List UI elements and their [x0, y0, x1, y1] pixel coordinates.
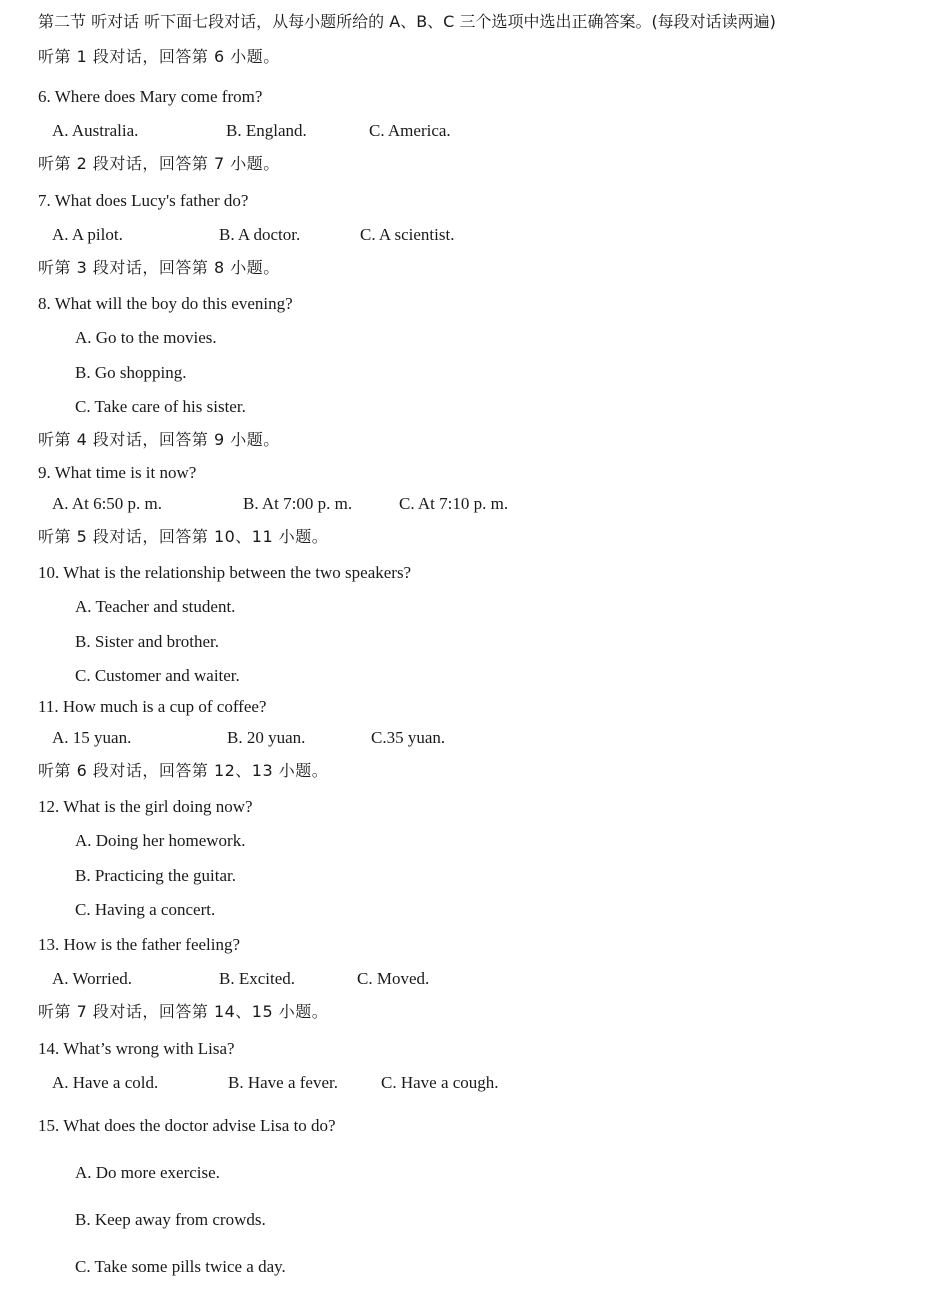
- question-text: 10. What is the relationship between the two speakers?: [38, 563, 412, 582]
- question-text: 6. Where does Mary come from?: [38, 87, 263, 106]
- answer-option: C. Take some pills twice a day.: [75, 1257, 286, 1276]
- answer-option: A. A pilot.: [52, 225, 123, 244]
- answer-option: B. Excited.: [219, 969, 296, 988]
- question-text: 13. How is the father feeling?: [38, 935, 241, 954]
- answer-option: A. At 6:50 p. m.: [52, 494, 163, 513]
- dialogue-instruction: 听第 4 段对话，回答第 9 小题。: [38, 430, 280, 449]
- question-text: 9. What time is it now?: [38, 463, 197, 482]
- answer-option: A. Go to the movies.: [75, 328, 217, 347]
- answer-option: B. Go shopping.: [75, 363, 187, 382]
- answer-option: C.35 yuan.: [371, 728, 446, 747]
- dialogue-instruction: 听第 5 段对话，回答第 10、11 小题。: [38, 527, 329, 546]
- answer-option: C. Have a cough.: [381, 1073, 499, 1092]
- answer-option: A. Australia.: [52, 121, 139, 140]
- question-text: 14. What’s wrong with Lisa?: [38, 1039, 235, 1058]
- dialogue-instruction: 听第 1 段对话，回答第 6 小题。: [38, 47, 280, 66]
- question-text: 7. What does Lucy's father do?: [38, 191, 249, 210]
- answer-option: C. Moved.: [357, 969, 430, 988]
- dialogue-instruction: 听第 6 段对话，回答第 12、13 小题。: [38, 761, 329, 780]
- answer-option: A. Worried.: [52, 969, 132, 988]
- answer-option: C. Take care of his sister.: [75, 397, 246, 416]
- answer-option: C. Customer and waiter.: [75, 666, 240, 685]
- answer-option: A. Do more exercise.: [75, 1163, 220, 1182]
- answer-option: A. 15 yuan.: [52, 728, 132, 747]
- answer-option: C. America.: [369, 121, 451, 140]
- section-header: 第二节 听对话 听下面七段对话，从每小题所给的 A、B、C 三个选项中选出正确答案。(每段对话读两遍): [38, 12, 776, 31]
- answer-option: B. England.: [226, 121, 307, 140]
- answer-option: C. A scientist.: [360, 225, 455, 244]
- dialogue-instruction: 听第 2 段对话，回答第 7 小题。: [38, 154, 280, 173]
- answer-option: B. Practicing the guitar.: [75, 866, 236, 885]
- answer-option: C. Having a concert.: [75, 900, 216, 919]
- answer-option: C. At 7:10 p. m.: [399, 494, 509, 513]
- answer-option: B. Sister and brother.: [75, 632, 220, 651]
- question-text: 12. What is the girl doing now?: [38, 797, 253, 816]
- dialogue-instruction: 听第 7 段对话，回答第 14、15 小题。: [38, 1002, 329, 1021]
- dialogue-instruction: 听第 3 段对话，回答第 8 小题。: [38, 258, 280, 277]
- question-text: 8. What will the boy do this evening?: [38, 294, 293, 313]
- answer-option: B. 20 yuan.: [227, 728, 306, 747]
- question-text: 15. What does the doctor advise Lisa to do?: [38, 1116, 336, 1135]
- answer-option: B. Have a fever.: [228, 1073, 338, 1092]
- answer-option: B. Keep away from crowds.: [75, 1210, 266, 1229]
- answer-option: A. Have a cold.: [52, 1073, 159, 1092]
- answer-option: A. Teacher and student.: [75, 597, 236, 616]
- question-text: 11. How much is a cup of coffee?: [38, 697, 267, 716]
- answer-option: A. Doing her homework.: [75, 831, 246, 850]
- answer-option: B. A doctor.: [219, 225, 301, 244]
- answer-option: B. At 7:00 p. m.: [243, 494, 353, 513]
